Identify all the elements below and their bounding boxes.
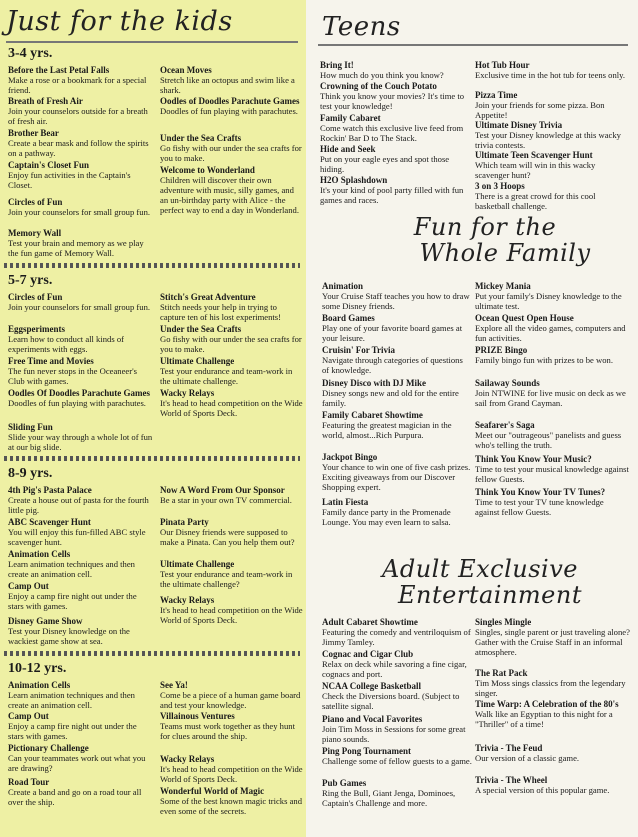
activity-entry	[322, 281, 472, 311]
activity-entry	[475, 617, 630, 657]
activity-entry	[320, 113, 470, 143]
activity-description: Play one of your favorite board games at your leisure.	[322, 323, 463, 343]
activity-description: Explore all the video games, computers and fun activities.	[475, 323, 626, 343]
activity-entry	[475, 345, 630, 365]
section-divider	[4, 651, 300, 656]
activity-title: Sliding Fun	[8, 422, 53, 432]
activity-description: Time to test your TV tune knowledge against fellow Guests.	[475, 497, 604, 517]
activity-title: Eggsperiments	[8, 324, 65, 334]
activity-title: See Ya!	[160, 680, 188, 690]
activity-description: Create a house out of pasta for the fourth little pig.	[8, 495, 149, 515]
activity-description: Join your friends for some pizza. Bon Appetite!	[475, 100, 605, 120]
activity-description: Join NTWINE for live music on deck as we sail from Grand Cayman.	[475, 388, 626, 408]
activity-title: Latin Fiesta	[322, 497, 369, 507]
activity-title: Singles Mingle	[475, 617, 532, 627]
adult-title-line2: Entertainment	[398, 581, 582, 609]
activity-description: How much do you think you know?	[320, 70, 444, 80]
activity-description: Test your brain and memory as we play the fun game of Memory Wall.	[8, 238, 144, 258]
activity-entry	[8, 356, 154, 386]
activity-title: Wonderful World of Magic	[160, 786, 265, 796]
activity-title: Memory Wall	[8, 228, 62, 238]
adult-title	[330, 556, 630, 608]
activity-entry	[322, 313, 472, 343]
activity-entry	[322, 746, 472, 766]
activity-entry	[160, 292, 304, 322]
activity-entry	[160, 485, 304, 505]
activity-entry	[8, 777, 154, 807]
activity-entry	[160, 388, 304, 418]
activity-title: Animation Cells	[8, 680, 71, 690]
activity-entry	[475, 60, 630, 80]
activity-title: Ocean Quest Open House	[475, 313, 574, 323]
activity-entry	[320, 81, 470, 111]
activity-title: Wacky Relays	[160, 754, 215, 764]
activity-entry	[8, 485, 154, 515]
activity-title: Pizza Time	[475, 90, 518, 100]
activity-description: Stretch like an octopus and swim like a shark.	[160, 75, 295, 95]
activity-entry	[322, 452, 472, 492]
activity-description: Create a bear mask and follow the spirits on a pathway.	[8, 138, 149, 158]
activity-description: Come be a piece of a human game board and test your knowledge.	[160, 690, 301, 710]
activity-title: Camp Out	[8, 711, 49, 721]
activity-description: Doodles of fun playing with parachutes.	[160, 106, 298, 116]
activity-title: Breath of Fresh Air	[8, 96, 83, 106]
activity-title: Seafarer's Saga	[475, 420, 535, 430]
activity-entry	[8, 324, 154, 354]
activity-entry	[322, 497, 472, 527]
activity-title: Pinata Party	[160, 517, 209, 527]
activity-description: Family bingo fun with prizes to be won.	[475, 355, 613, 365]
activity-title: Adult Cabaret Showtime	[322, 617, 418, 627]
section-divider	[4, 263, 300, 268]
activity-description: Which team will win in this wacky scavenger hunt?	[475, 160, 596, 180]
activity-title: Villainous Ventures	[160, 711, 235, 721]
activity-entry	[475, 378, 630, 408]
activity-description: It's head to head competition on the Wide World of Sports Deck.	[160, 764, 303, 784]
activity-description: Ring the Bull, Giant Jenga, Dominoes, Captain's Challenge and more.	[322, 788, 456, 808]
activity-description: Put your family's Disney knowledge to the ultimate test.	[475, 291, 622, 311]
activity-title: NCAA College Basketball	[322, 681, 421, 691]
activity-title: Captain's Closet Fun	[8, 160, 90, 170]
activity-title: Disney Game Show	[8, 616, 83, 626]
activity-entry	[475, 743, 630, 763]
activity-title: Welcome to Wonderland	[160, 165, 255, 175]
activity-entry	[475, 150, 630, 180]
activity-title: Crowning of the Couch Potato	[320, 81, 437, 91]
activity-entry	[8, 292, 154, 312]
activity-description: Featuring the greatest magician in the world, almost...Rich Purpura.	[322, 420, 452, 440]
activity-description: Doodles of fun playing with parachutes.	[8, 398, 146, 408]
activity-title: Pictionary Challenge	[8, 743, 89, 753]
activity-description: The fun never stops in the Oceaneer's Club with games.	[8, 366, 137, 386]
activity-title: Sailaway Sounds	[475, 378, 540, 388]
activity-entry	[322, 378, 472, 408]
activity-description: Meet our "outrageous" panelists and guess who's telling the truth.	[475, 430, 622, 450]
activity-entry	[322, 681, 472, 711]
activity-title: ABC Scavenger Hunt	[8, 517, 91, 527]
activity-description: Come watch this exclusive live feed from Rockin' Bar D to The Stack.	[320, 123, 464, 143]
kids-title: Just for the kids	[6, 6, 233, 37]
activity-description: Exclusive time in the hot tub for teens only.	[475, 70, 626, 80]
age-heading-3-4: 3-4 yrs.	[8, 46, 53, 61]
activity-entry	[320, 60, 470, 80]
activity-description: Join your counselors for small group fun.	[8, 207, 151, 217]
activity-title: Before the Last Petal Falls	[8, 65, 110, 75]
activity-title: Time Warp: A Celebration of the 80's	[475, 699, 619, 709]
activity-description: Some of the best known magic tricks and even some of the secrets.	[160, 796, 303, 816]
activity-description: Enjoy a camp fire night out under the stars with games.	[8, 591, 137, 611]
activity-description: Join your counselors outside for a breath of fresh air.	[8, 106, 148, 126]
activity-entry	[475, 454, 630, 484]
activity-entry	[8, 160, 154, 190]
activity-title: Cruisin' For Trivia	[322, 345, 396, 355]
activity-description: Test your endurance and team-work in the ultimate challenge.	[160, 366, 293, 386]
activity-entry	[8, 616, 154, 646]
activity-title: Brother Bear	[8, 128, 59, 138]
activity-entry	[322, 714, 472, 744]
activity-entry	[475, 281, 630, 311]
activity-title: Disney Disco with DJ Mike	[322, 378, 426, 388]
activity-description: Relax on deck while savoring a fine cigar, cognacs and port.	[322, 659, 467, 679]
activity-entry	[322, 649, 472, 679]
activity-title: Circles of Fun	[8, 197, 63, 207]
activity-description: Learn animation techniques and then create an animation cell.	[8, 690, 135, 710]
activity-title: Bring It!	[320, 60, 354, 70]
activity-title: Think You Know Your TV Tunes?	[475, 487, 606, 497]
activity-entry	[475, 775, 630, 795]
activity-entry	[160, 65, 304, 95]
activity-description: Test your Disney knowledge on the wackiest game show at sea.	[8, 626, 130, 646]
activity-entry	[475, 120, 630, 150]
activity-description: Learn how to conduct all kinds of experiments with eggs.	[8, 334, 124, 354]
activity-title: Stitch's Great Adventure	[160, 292, 256, 302]
activity-entry	[8, 96, 154, 126]
activity-entry	[8, 581, 154, 611]
activity-description: Join Tim Moss in Sessions for some great piano sounds.	[322, 724, 466, 744]
activity-description: You will enjoy this fun-filled ABC style scavenger hunt.	[8, 527, 146, 547]
activity-entry	[160, 324, 304, 354]
activity-title: Cognac and Cigar Club	[322, 649, 414, 659]
activity-entry	[8, 228, 154, 258]
activity-description: It's head to head competition on the Wide World of Sports Deck.	[160, 398, 303, 418]
activity-title: The Rat Pack	[475, 668, 528, 678]
activity-description: Teams must work together as they hunt for clues around the ship.	[160, 721, 295, 741]
section-divider	[4, 456, 300, 461]
activity-title: Hide and Seek	[320, 144, 376, 154]
activity-entry	[475, 90, 630, 120]
activity-title: PRIZE Bingo	[475, 345, 528, 355]
activity-title: Ultimate Challenge	[160, 559, 235, 569]
activity-entry	[160, 133, 304, 163]
family-title	[340, 214, 630, 266]
teens-title-rule	[318, 44, 628, 46]
age-heading-5-7: 5-7 yrs.	[8, 273, 53, 288]
activity-description: Disney songs new and old for the entire family.	[322, 388, 459, 408]
activity-title: Piano and Vocal Favorites	[322, 714, 423, 724]
activity-entry	[8, 711, 154, 741]
activity-title: Ultimate Teen Scavenger Hunt	[475, 150, 593, 160]
activity-title: Jackpot Bingo	[322, 452, 378, 462]
activity-title: Free Time and Movies	[8, 356, 94, 366]
activity-entry	[160, 559, 304, 589]
activity-description: Your chance to win one of five cash prizes. Exciting giveaways from our Discover Shopping expert.	[322, 462, 471, 492]
activity-description: It's your kind of pool party filled with fun games and races.	[320, 185, 464, 205]
age-heading-8-9: 8-9 yrs.	[8, 466, 53, 481]
activity-entry	[160, 680, 304, 710]
activity-entry	[160, 595, 304, 625]
activity-title: Board Games	[322, 313, 375, 323]
activity-title: Camp Out	[8, 581, 49, 591]
activity-entry	[160, 165, 304, 215]
activity-description: There is a great crowd for this cool basketball challenge.	[475, 191, 596, 211]
activity-title: Wacky Relays	[160, 595, 215, 605]
activity-entry	[8, 743, 154, 773]
activity-description: Our Disney friends were supposed to make a Pinata. Can you help them out?	[160, 527, 295, 547]
activity-title: H2O Splashdown	[320, 175, 388, 185]
activity-description: Make a rose or a bookmark for a special friend.	[8, 75, 147, 95]
activity-title: Animation	[322, 281, 364, 291]
activity-title: Trivia - The Feud	[475, 743, 543, 753]
activity-entry	[8, 422, 154, 452]
activity-title: Ping Pong Tournament	[322, 746, 412, 756]
activity-title: 3 on 3 Hoops	[475, 181, 525, 191]
activity-description: Join your counselors for small group fun.	[8, 302, 151, 312]
activity-entry	[475, 313, 630, 343]
activity-title: Road Tour	[8, 777, 50, 787]
activity-title: Mickey Mania	[475, 281, 531, 291]
activity-title: Ocean Moves	[160, 65, 212, 75]
family-title-line2: Whole Family	[419, 239, 591, 267]
activity-description: Children will discover their own adventure with music, silly games, and an un-birthday party with Alice - the perfect way to end a day in Wonderland.	[160, 175, 299, 215]
activity-description: Featuring the comedy and ventriloquism of Jimmy Tamley.	[322, 627, 471, 647]
activity-description: Enjoy a camp fire night out under the stars with games.	[8, 721, 137, 741]
activity-entry	[8, 128, 154, 158]
activity-title: Circles of Fun	[8, 292, 63, 302]
activity-title: Ultimate Disney Trivia	[475, 120, 563, 130]
activity-title: Oodles of Doodles Parachute Games	[160, 96, 300, 106]
age-heading-10-12: 10-12 yrs.	[8, 661, 67, 676]
activity-description: Check the Diversions board. (Subject to satellite signal.	[322, 691, 460, 711]
activity-description: Learn animation techniques and then create an animation cell.	[8, 559, 135, 579]
activity-description: Go fishy with our under the sea crafts for you to make.	[160, 143, 302, 163]
activity-description: Think you know your movies? It's time to test your knowledge!	[320, 91, 465, 111]
activity-description: Singles, single parent or just traveling alone? Gather with the Cruise Staff in an informal atmosphere.	[475, 627, 630, 657]
activity-title: Trivia - The Wheel	[475, 775, 548, 785]
activity-entry	[322, 410, 472, 440]
activity-description: Navigate through categories of questions of knowledge.	[322, 355, 463, 375]
activity-title: 4th Pig's Pasta Palace	[8, 485, 92, 495]
activity-entry	[475, 699, 630, 729]
activity-entry	[322, 778, 472, 808]
activity-description: Time to test your musical knowledge against fellow Guests.	[475, 464, 629, 484]
activity-entry	[475, 420, 630, 450]
activity-entry	[475, 668, 630, 698]
activity-description: A special version of this popular game.	[475, 785, 610, 795]
activity-entry	[160, 786, 304, 816]
kids-title-rule	[6, 41, 298, 43]
activity-entry	[160, 356, 304, 386]
activity-title: Now A Word From Our Sponsor	[160, 485, 285, 495]
activity-description: Your Cruise Staff teaches you how to draw some Disney friends.	[322, 291, 470, 311]
activity-entry	[322, 617, 472, 647]
activity-title: Family Cabaret Showtime	[322, 410, 423, 420]
activity-entry	[322, 345, 472, 375]
activity-description: Enjoy fun activities in the Captain's Closet.	[8, 170, 131, 190]
activity-description: Tim Moss sings classics from the legendary singer.	[475, 678, 626, 698]
activity-title: Under the Sea Crafts	[160, 324, 242, 334]
activity-entry	[160, 96, 304, 116]
activity-description: Test your Disney knowledge at this wacky trivia contests.	[475, 130, 621, 150]
activity-description: Challenge some of fellow guests to a game.	[322, 756, 472, 766]
activity-entry	[8, 517, 154, 547]
activity-title: Animation Cells	[8, 549, 71, 559]
activity-title: Under the Sea Crafts	[160, 133, 242, 143]
activity-description: Go fishy with our under the sea crafts for you to make.	[160, 334, 302, 354]
activity-description: Stitch needs your help in trying to capture ten of his lost experiments!	[160, 302, 281, 322]
activity-description: Test your endurance and team-work in the ultimate challenge?	[160, 569, 293, 589]
activity-entry	[160, 754, 304, 784]
activity-title: Ultimate Challenge	[160, 356, 235, 366]
activity-entry	[160, 711, 304, 741]
activity-entry	[160, 517, 304, 547]
activity-entry	[8, 65, 154, 95]
activity-description: Create a band and go on a road tour all over the ship.	[8, 787, 142, 807]
activity-title: Think You Know Your Music?	[475, 454, 592, 464]
activity-entry	[8, 549, 154, 579]
family-title-line1: Fun for the	[413, 213, 557, 241]
activity-entry	[8, 197, 154, 217]
activity-description: Be a star in your own TV commercial.	[160, 495, 292, 505]
activity-description: Our version of a classic game.	[475, 753, 580, 763]
activity-title: Family Cabaret	[320, 113, 381, 123]
activity-title: Wacky Relays	[160, 388, 215, 398]
activity-title: Hot Tub Hour	[475, 60, 530, 70]
activity-entry	[320, 175, 470, 205]
activity-description: Walk like an Egyptian to this night for a "Thriller" of a time!	[475, 709, 613, 729]
activity-entry	[475, 181, 630, 211]
activity-description: It's head to head competition on the Wide World of Sports Deck.	[160, 605, 303, 625]
teens-title: Teens	[322, 12, 401, 42]
activity-entry	[475, 487, 630, 517]
activity-title: Oodles Of Doodles Parachute Games	[8, 388, 150, 398]
activity-entry	[8, 680, 154, 710]
activity-description: Family dance party in the Promenade Lounge. You may even learn to salsa.	[322, 507, 451, 527]
activity-description: Slide your way through a whole lot of fun at our big slide.	[8, 432, 153, 452]
activity-description: Can your teammates work out what you are drawing?	[8, 753, 146, 773]
activity-description: Put on your eagle eyes and spot those hiding.	[320, 154, 450, 174]
activity-entry	[8, 388, 154, 408]
activity-entry	[320, 144, 470, 174]
activity-title: Pub Games	[322, 778, 367, 788]
adult-title-line1: Adult Exclusive	[382, 555, 578, 583]
